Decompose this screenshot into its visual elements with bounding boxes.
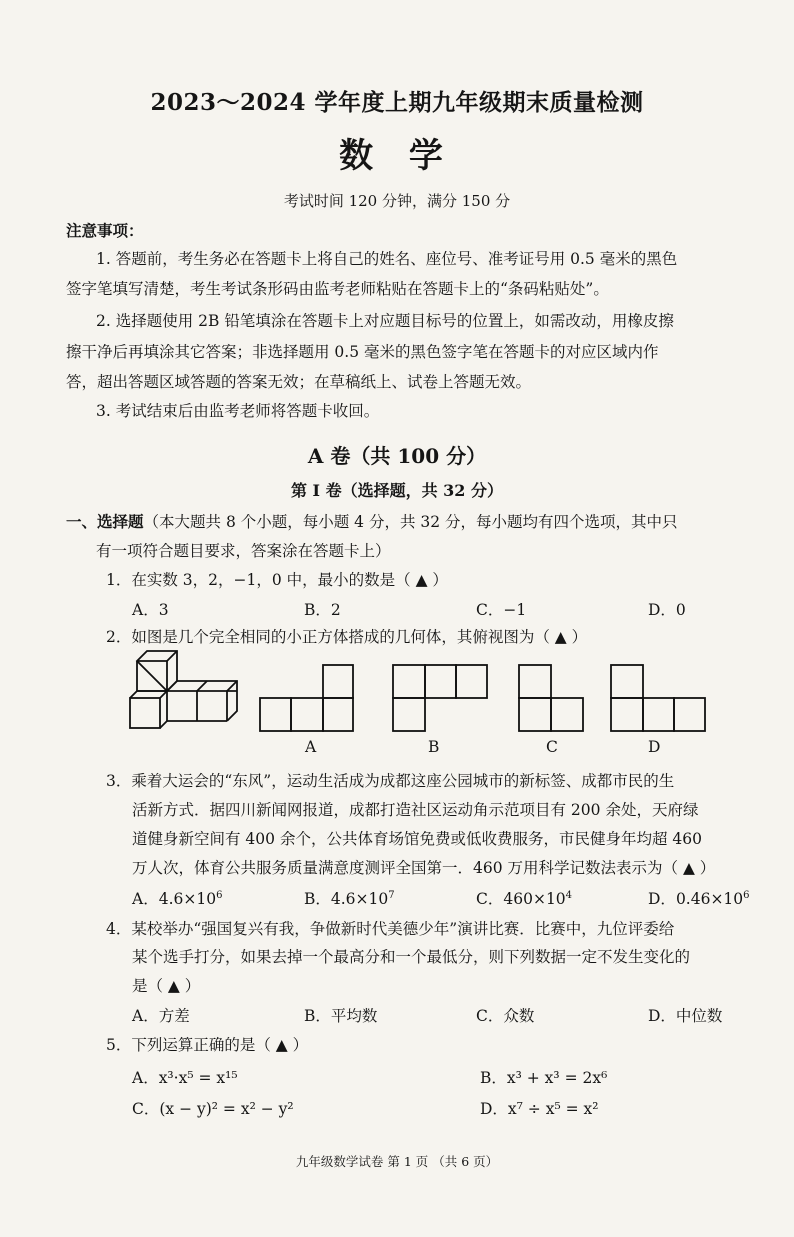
- q1-option-b: B．2: [304, 601, 341, 619]
- q3-option-d: D．$0.46\times 10^6$: [648, 889, 750, 908]
- q4-option-a: A．方差: [132, 1007, 190, 1025]
- q4-line: 某个选手打分，如果去掉一个最高分和一个最低分，则下列数据一定不发生变化的: [132, 948, 691, 966]
- q5-stem: 5．下列运算正确的是（ ▲ ）: [106, 1036, 309, 1054]
- q3-option-c: C．$460\times 10^4$: [476, 889, 573, 908]
- q3-option-a: A．$4.6\times 10^6$: [132, 889, 223, 908]
- q4-option-b: B．平均数: [304, 1007, 378, 1025]
- q2-option-b-figure: [390, 662, 490, 734]
- subject-title: 数 学: [339, 136, 455, 176]
- q1-option-d: D．0: [648, 601, 686, 619]
- q5-option-a: A．x³·x⁵ = x¹⁵: [132, 1069, 238, 1087]
- part1-label: 一、选择题: [66, 512, 144, 531]
- q3-line: 3．乘着大运会的“东风”，运动生活成为成都这座公园城市的新标签、成都市民的生: [106, 772, 675, 790]
- q2-stem: 2．如图是几个完全相同的小正方体搭成的几何体，其俯视图为（ ▲ ）: [106, 628, 588, 646]
- q3-line: 道健身新空间有 400 余个，公共体育场馆免费或低收费服务，市民健身年均超 460: [132, 830, 702, 848]
- notes-heading: 注意事项：: [66, 221, 144, 240]
- q2-label-c: C: [546, 738, 558, 756]
- part1-desc: （本大题共 8 个小题，每小题 4 分，共 32 分，每小题均有四个选项，其中只: [143, 513, 678, 531]
- q2-option-c-figure: [516, 662, 588, 734]
- part1-intro: [66, 511, 678, 533]
- q2-label-d: D: [648, 738, 661, 756]
- page-footer: 九年级数学试卷 第 1 页 （共 6 页）: [295, 1154, 499, 1169]
- part1-desc-2: 有一项符合题目要求，答案涂在答题卡上）: [96, 542, 391, 560]
- q4-option-d: D．中位数: [648, 1007, 723, 1025]
- q4-option-c: C．众数: [476, 1007, 535, 1025]
- q4-line: 4．某校举办“强国复兴有我，争做新时代美德少年”演讲比赛．比赛中，九位评委给: [106, 920, 675, 938]
- section-a-title: A 卷（共 100 分）: [307, 444, 487, 468]
- exam-title: 2023～2024 学年度上期九年级期末质量检测: [150, 89, 644, 116]
- q3-option-b: B．$4.6\times 10^7$: [304, 889, 395, 908]
- note-line: 答，超出答题区域答题的答案无效；在草稿纸上、试卷上答题无效。: [66, 373, 532, 391]
- q2-option-d-figure: [608, 662, 708, 734]
- exam-info: 考试时间 120 分钟，满分 150 分: [283, 192, 511, 210]
- q3-line: 活新方式．据四川新闻网报道，成都打造社区运动角示范项目有 200 余处，天府绿: [132, 801, 699, 819]
- q5-option-b: B．x³ + x³ = 2x⁶: [480, 1069, 608, 1087]
- q3-line: 万人次，体育公共服务质量满意度测评全国第一．460 万用科学记数法表示为（ ▲ ）: [132, 859, 716, 877]
- q2-solid-figure: [125, 648, 250, 736]
- q5-option-d: D．x⁷ ÷ x⁵ = x²: [480, 1100, 599, 1118]
- note-line: 2. 选择题使用 2B 铅笔填涂在答题卡上对应题目标号的位置上，如需改动，用橡皮擦: [96, 312, 674, 330]
- note-line: 1. 答题前，考生务必在答题卡上将自己的姓名、座位号、准考证号用 0.5 毫米的黑色: [96, 250, 678, 268]
- note-line: 3. 考试结束后由监考老师将答题卡收回。: [96, 402, 380, 420]
- q1-option-c: C．−1: [476, 601, 527, 619]
- section-1-title: 第 I 卷（选择题，共 32 分）: [290, 481, 504, 500]
- q1-option-a: A．3: [132, 601, 169, 619]
- q4-line: 是（ ▲ ）: [132, 977, 201, 995]
- q1-stem: 1．在实数 3，2，−1，0 中，最小的数是（ ▲ ）: [106, 571, 448, 589]
- note-line: 签字笔填写清楚，考生考试条形码由监考老师粘贴在答题卡上的“条码粘贴处”。: [66, 280, 609, 298]
- q2-option-a-figure: [257, 662, 357, 734]
- q2-label-a: A: [305, 738, 317, 756]
- q2-label-b: B: [428, 738, 440, 756]
- q5-option-c: C．(x − y)² = x² − y²: [132, 1100, 294, 1118]
- note-line: 擦干净后再填涂其它答案；非选择题用 0.5 毫米的黑色签字笔在答题卡的对应区域内作: [66, 343, 659, 361]
